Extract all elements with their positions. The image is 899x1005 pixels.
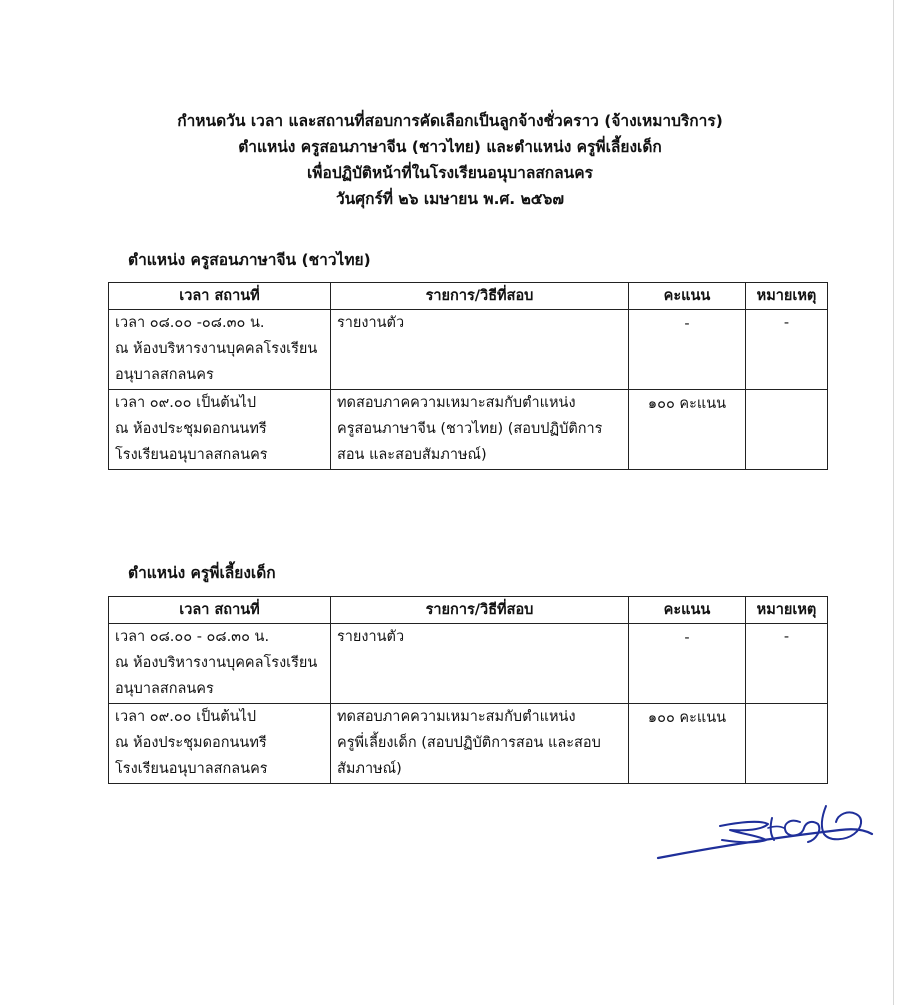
cell-note [746, 390, 828, 470]
method-line: ครูสอนภาษาจีน (ชาวไทย) (สอบปฏิบัติการ [337, 421, 603, 437]
place-line: ณ ห้องบริหารงานบุคคลโรงเรียน [115, 341, 318, 357]
col-header-note: หมายเหตุ [746, 597, 828, 624]
cell-time-place [109, 310, 331, 390]
method-line: ครูพี่เลี้ยงเด็ก (สอบปฏิบัติการสอน และสอบ [337, 735, 601, 751]
method-line: สอน และสอบสัมภาษณ์) [337, 447, 487, 463]
place-line: โรงเรียนอนุบาลสกลนคร [115, 761, 268, 777]
time-line: เวลา ๐๘.๐๐ -๐๘.๓๐ น. [115, 315, 265, 331]
header-line-3: เพื่อปฏิบัติหน้าที่ในโรงเรียนอนุบาลสกลนคร [307, 164, 593, 182]
method-line: สัมภาษณ์) [337, 761, 402, 777]
handwritten-signature [650, 800, 880, 880]
table-header-row [109, 597, 828, 624]
section1-table [108, 282, 828, 470]
cell-score: - [629, 310, 746, 390]
place-line: ณ ห้องประชุมดอกนนทรี [115, 421, 267, 437]
section2-table [108, 596, 828, 784]
cell-time-place [109, 390, 331, 470]
cell-score: ๑๐๐ คะแนน [629, 704, 746, 784]
cell-method [331, 390, 629, 470]
cell-method [331, 624, 629, 704]
col-header-method: รายการ/วิธีที่สอบ [331, 283, 629, 310]
cell-time-place [109, 704, 331, 784]
cell-score: - [629, 624, 746, 704]
cell-method [331, 704, 629, 784]
header-line-1: กำหนดวัน เวลา และสถานที่สอบการคัดเลือกเป็นลูกจ้างชั่วคราว (จ้างเหมาบริการ) [177, 112, 723, 130]
place-line: โรงเรียนอนุบาลสกลนคร [115, 447, 268, 463]
col-header-score: คะแนน [629, 597, 746, 624]
table-row [109, 704, 828, 784]
page-edge-divider [893, 0, 894, 1005]
place-line: ณ ห้องบริหารงานบุคคลโรงเรียน [115, 655, 318, 671]
method-line: ทดสอบภาคความเหมาะสมกับตำแหน่ง [337, 395, 576, 411]
method-line: รายงานตัว [337, 315, 405, 331]
place-line: อนุบาลสกลนคร [115, 681, 214, 697]
cell-method [331, 310, 629, 390]
time-line: เวลา ๐๘.๐๐ - ๐๘.๓๐ น. [115, 629, 270, 645]
method-line: ทดสอบภาคความเหมาะสมกับตำแหน่ง [337, 709, 576, 725]
section1-title: ตำแหน่ง ครูสอนภาษาจีน (ชาวไทย) [128, 251, 371, 269]
col-header-method: รายการ/วิธีที่สอบ [331, 597, 629, 624]
header-line-2: ตำแหน่ง ครูสอนภาษาจีน (ชาวไทย) และตำแหน่ง ครูพี่เลี้ยงเด็ก [238, 138, 662, 156]
place-line: ณ ห้องประชุมดอกนนทรี [115, 735, 267, 751]
time-line: เวลา ๐๙.๐๐ เป็นต้นไป [115, 709, 257, 725]
cell-score: ๑๐๐ คะแนน [629, 390, 746, 470]
col-header-time-place: เวลา สถานที่ [109, 597, 331, 624]
table-row [109, 624, 828, 704]
cell-note: - [746, 310, 828, 390]
table-row [109, 310, 828, 390]
section2-title: ตำแหน่ง ครูพี่เลี้ยงเด็ก [128, 564, 276, 582]
col-header-score: คะแนน [629, 283, 746, 310]
cell-note: - [746, 624, 828, 704]
header-line-4: วันศุกร์ที่ ๒๖ เมษายน พ.ศ. ๒๕๖๗ [335, 190, 565, 208]
document-header [120, 108, 780, 212]
cell-time-place [109, 624, 331, 704]
col-header-note: หมายเหตุ [746, 283, 828, 310]
method-line: รายงานตัว [337, 629, 405, 645]
table-row [109, 390, 828, 470]
table-header-row [109, 283, 828, 310]
place-line: อนุบาลสกลนคร [115, 367, 214, 383]
cell-note [746, 704, 828, 784]
col-header-time-place: เวลา สถานที่ [109, 283, 331, 310]
time-line: เวลา ๐๙.๐๐ เป็นต้นไป [115, 395, 257, 411]
